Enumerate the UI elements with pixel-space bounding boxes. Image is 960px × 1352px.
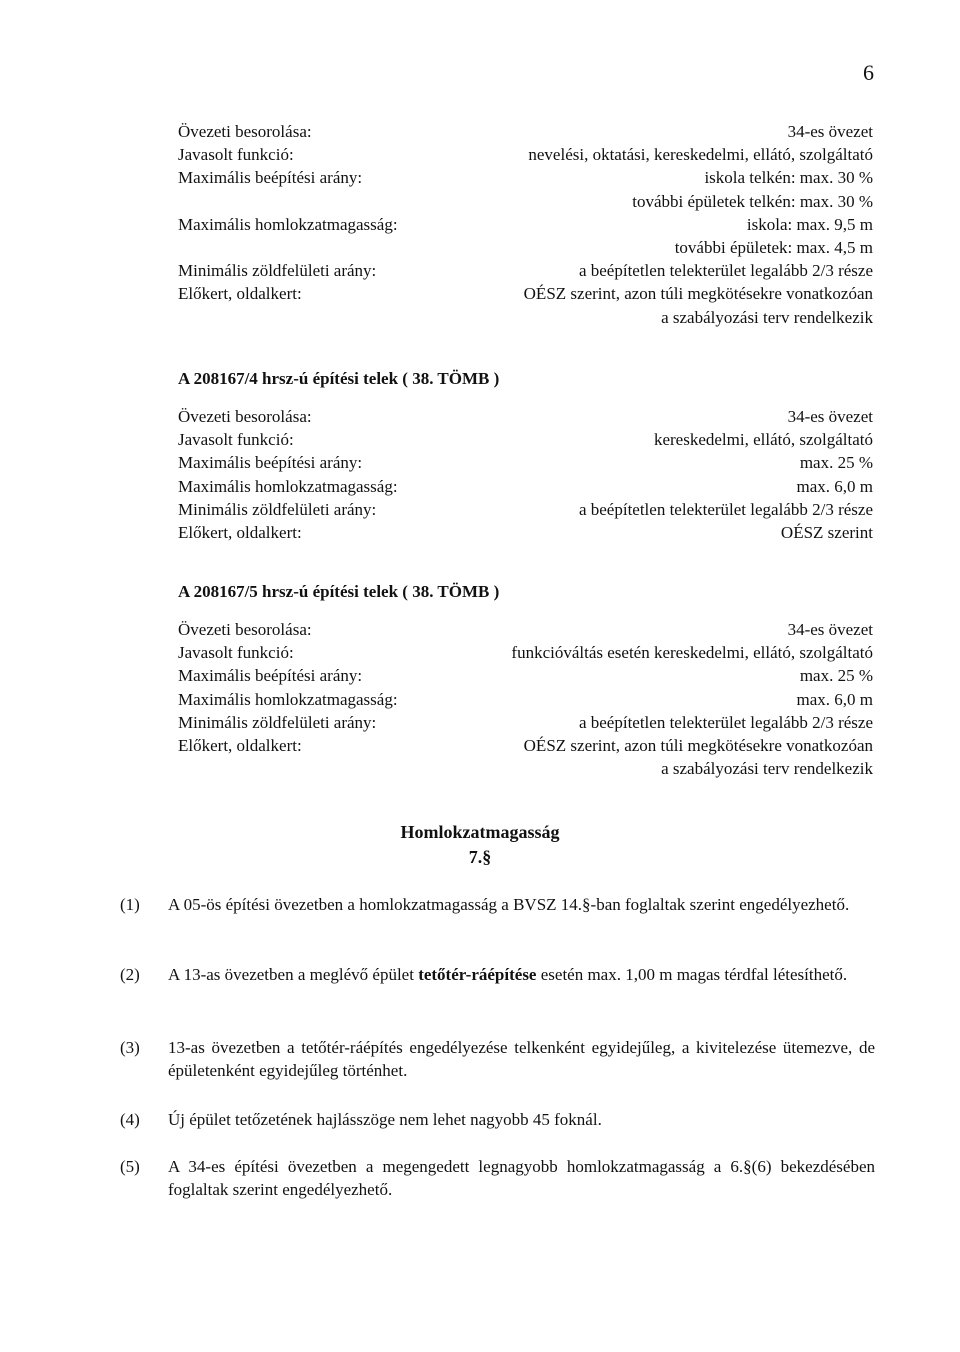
paragraph-text-before: A 13-as övezetben a meglévő épület xyxy=(168,965,419,984)
paragraph-number: (3) xyxy=(120,1038,140,1057)
row-value: OÉSZ szerint xyxy=(780,522,873,542)
section-title-208167-4: A 208167/4 hrsz-ú építési telek ( 38. TÖMB ) xyxy=(178,369,500,388)
zone-table-3 xyxy=(178,618,873,780)
row-value: OÉSZ szerint, azon túli megkötésekre vonatkozóan xyxy=(523,735,873,755)
row-value: további épületek: max. 4,5 m xyxy=(674,237,873,257)
row-value: kereskedelmi, ellátó, szolgáltató xyxy=(653,430,873,450)
paragraph-5 xyxy=(120,1155,875,1201)
paragraph-text: Új épület tetőzetének hajlásszöge nem lehet nagyobb 45 foknál. xyxy=(168,1110,602,1129)
row-label: Maximális homlokzatmagasság: xyxy=(178,214,398,234)
table-row xyxy=(178,236,873,259)
paragraph-2 xyxy=(120,963,875,986)
row-value: max. 6,0 m xyxy=(796,689,873,709)
row-value: funkcióváltás esetén kereskedelmi, ellátó, szolgáltató xyxy=(511,643,873,663)
zone-table-2 xyxy=(178,405,873,544)
table-row xyxy=(178,166,873,189)
table-row xyxy=(178,688,873,711)
table-row xyxy=(178,190,873,213)
paragraph-text: 13-as övezetben a tetőtér-ráépítés engedélyezése telkenként egyidejűleg, a kivitelezése ütemezve, de épületenként egyidejűleg történhet. xyxy=(168,1038,875,1080)
row-label: Előkert, oldalkert: xyxy=(178,522,302,542)
table-row xyxy=(178,734,873,757)
row-value: max. 6,0 m xyxy=(796,476,873,496)
paragraph-text: A 05-ös építési övezetben a homlokzatmagasság a BVSZ 14.§-ban foglaltak szerint engedélyezhető. xyxy=(168,895,850,914)
table-row xyxy=(178,213,873,236)
row-label: Előkert, oldalkert: xyxy=(178,284,302,304)
paragraph-number: (4) xyxy=(120,1110,140,1129)
table-row xyxy=(178,428,873,451)
paragraph-text: A 34-es építési övezetben a megengedett legnagyobb homlokzatmagasság a 6.§(6) bekezdésében foglaltak szerint engedélyezhető. xyxy=(168,1157,875,1199)
row-value: OÉSZ szerint, azon túli megkötésekre vonatkozóan xyxy=(523,284,873,304)
table-row xyxy=(178,282,873,305)
row-label: Övezeti besorolása: xyxy=(178,620,312,639)
table-row xyxy=(178,664,873,687)
table-row xyxy=(178,711,873,734)
row-value: max. 25 % xyxy=(799,453,873,473)
row-value: 34-es övezet xyxy=(787,407,873,426)
paragraph-1 xyxy=(120,893,875,916)
zone-table-1 xyxy=(178,120,873,329)
row-value: a szabályozási terv rendelkezik xyxy=(661,307,873,327)
row-value: max. 25 % xyxy=(799,666,873,686)
table-row xyxy=(178,143,873,166)
row-label: Minimális zöldfelületi arány: xyxy=(178,499,377,519)
table-row xyxy=(178,405,873,428)
paragraph-number: (1) xyxy=(120,895,140,914)
row-value: a szabályozási terv rendelkezik xyxy=(661,759,873,779)
row-label: Minimális zöldfelületi arány: xyxy=(178,261,377,281)
row-label: Maximális homlokzatmagasság: xyxy=(178,689,398,709)
row-value: a beépítetlen telekterület legalább 2/3 része xyxy=(578,261,873,281)
row-label: Javasolt funkció: xyxy=(178,643,294,663)
table-row xyxy=(178,475,873,498)
paragraph-4 xyxy=(120,1108,875,1131)
heading-section: 7.§ xyxy=(468,847,492,867)
heading-title: Homlokzatmagasság xyxy=(400,822,560,842)
row-value: további épületek telkén: max. 30 % xyxy=(632,191,873,211)
paragraph-3 xyxy=(120,1036,875,1082)
table-row xyxy=(178,259,873,282)
row-value: 34-es övezet xyxy=(787,620,873,639)
table-row xyxy=(178,618,873,641)
row-value: iskola telkén: max. 30 % xyxy=(704,168,873,188)
table-row xyxy=(178,521,873,544)
row-label: Maximális beépítési arány: xyxy=(178,168,363,188)
paragraph-text-after: esetén max. 1,00 m magas térdfal létesíthető. xyxy=(536,965,848,984)
row-label: Maximális beépítési arány: xyxy=(178,453,363,473)
table-row xyxy=(178,641,873,664)
paragraph-number: (5) xyxy=(120,1157,140,1176)
paragraph-number: (2) xyxy=(120,965,140,984)
table-row xyxy=(178,451,873,474)
row-value: nevelési, oktatási, kereskedelmi, ellátó, szolgáltató xyxy=(528,145,873,165)
row-label: Övezeti besorolása: xyxy=(178,122,312,141)
table-row xyxy=(178,498,873,521)
row-label: Maximális homlokzatmagasság: xyxy=(178,476,398,496)
page-number: 6 xyxy=(863,60,874,85)
table-row xyxy=(178,120,873,143)
paragraph-text xyxy=(168,963,875,986)
row-label: Minimális zöldfelületi arány: xyxy=(178,712,377,732)
paragraph-text-bold: tetőtér-ráépítése xyxy=(418,965,537,984)
row-label: Előkert, oldalkert: xyxy=(178,735,302,755)
row-value: a beépítetlen telekterület legalább 2/3 része xyxy=(578,499,873,519)
row-value: a beépítetlen telekterület legalább 2/3 része xyxy=(578,712,873,732)
row-value: 34-es övezet xyxy=(787,122,873,141)
row-value: iskola: max. 9,5 m xyxy=(746,214,873,234)
row-label: Javasolt funkció: xyxy=(178,430,294,450)
section-title-208167-5: A 208167/5 hrsz-ú építési telek ( 38. TÖMB ) xyxy=(178,582,500,601)
table-row xyxy=(178,757,873,780)
row-label: Javasolt funkció: xyxy=(178,145,294,165)
row-label: Övezeti besorolása: xyxy=(178,407,312,426)
table-row xyxy=(178,306,873,329)
row-label: Maximális beépítési arány: xyxy=(178,666,363,686)
